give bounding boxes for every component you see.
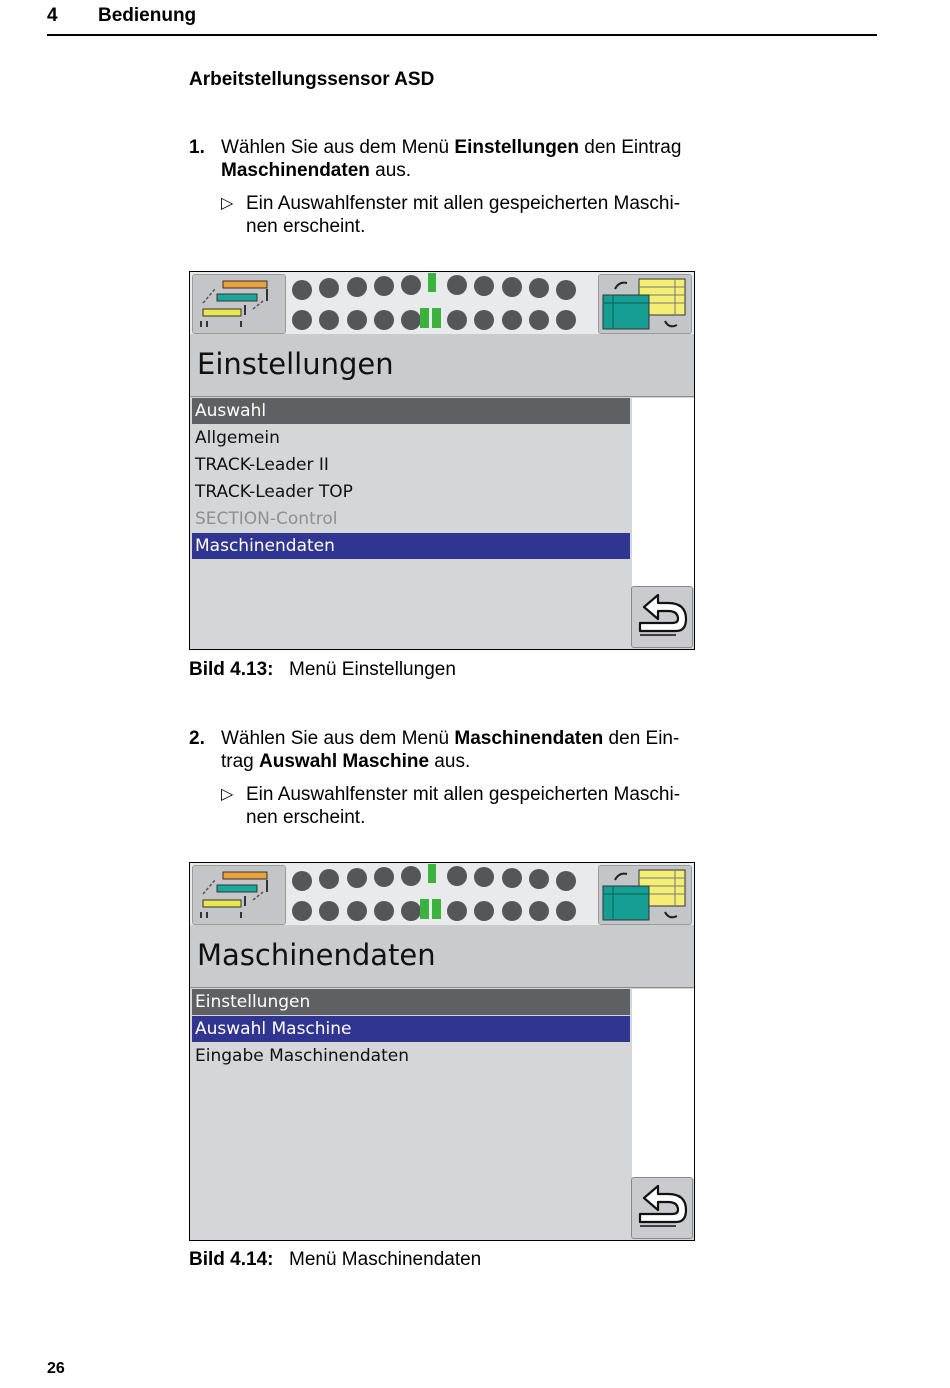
menu-item-track-leader-ii[interactable]: TRACK-Leader II xyxy=(195,455,329,475)
result-text: Ein Auswahlfenster mit allen gespeicherten Maschi-nen erscheint. xyxy=(246,193,681,237)
back-button[interactable] xyxy=(631,1177,693,1239)
caption-label: Bild 4.13: xyxy=(189,659,274,680)
menu-item-section-control: SECTION-Control xyxy=(195,509,338,529)
switch-view-icon[interactable] xyxy=(598,274,692,334)
page-number: 26 xyxy=(47,1360,65,1377)
step-number: 1. xyxy=(189,137,205,158)
menu-header: Auswahl xyxy=(192,398,630,424)
result-text: Ein Auswahlfenster mit allen gespeicherten Maschi-nen erscheint. xyxy=(246,784,681,828)
menu-header: Einstellungen xyxy=(192,989,630,1015)
result-triangle-icon: ▷ xyxy=(221,195,234,212)
menu-item-maschinendaten[interactable]: Maschinendaten xyxy=(192,533,630,559)
status-bar xyxy=(190,272,694,334)
menu-side-panel xyxy=(632,989,694,1179)
menu-item-eingabe-maschinendaten[interactable]: Eingabe Maschinendaten xyxy=(195,1046,410,1066)
chapter-title: Bedienung xyxy=(98,5,197,26)
menu-list xyxy=(192,398,630,648)
back-arrow-icon xyxy=(632,587,692,647)
step-text: Wählen Sie aus dem Menü Einstellungen den Eintrag Maschinendaten aus. xyxy=(221,137,682,181)
figure-caption xyxy=(189,1249,481,1271)
screen-title-bar xyxy=(190,334,694,397)
screen-title: Einstellungen xyxy=(197,347,394,381)
status-indicators xyxy=(292,278,592,330)
back-arrow-icon xyxy=(632,1178,692,1238)
menu-item-allgemein[interactable]: Allgemein xyxy=(195,428,280,448)
terminal-screen xyxy=(189,862,695,1241)
switch-view-icon[interactable] xyxy=(598,865,692,925)
menu-side-panel xyxy=(632,398,694,588)
terminal-screen xyxy=(189,271,695,650)
caption-label: Bild 4.14: xyxy=(189,1249,274,1270)
step-text: Wählen Sie aus dem Menü Maschinendaten den Ein-trag Auswahl Maschine aus. xyxy=(221,728,680,772)
menu-list xyxy=(192,989,630,1239)
figure-caption xyxy=(189,659,456,681)
page-header xyxy=(47,2,877,36)
status-indicators xyxy=(292,869,592,921)
screen-title-bar xyxy=(190,925,694,988)
machine-settings-icon[interactable] xyxy=(192,865,286,925)
section-title: Arbeitstellungssensor ASD xyxy=(189,69,435,90)
machine-settings-icon[interactable] xyxy=(192,274,286,334)
caption-text: Menü Einstellungen xyxy=(289,659,456,680)
menu-item-track-leader-top[interactable]: TRACK-Leader TOP xyxy=(195,482,353,502)
chapter-number: 4 xyxy=(47,5,58,26)
status-bar xyxy=(190,863,694,925)
result-triangle-icon: ▷ xyxy=(221,786,234,803)
back-button[interactable] xyxy=(631,586,693,648)
caption-text: Menü Maschinendaten xyxy=(289,1249,482,1270)
screen-title: Maschinendaten xyxy=(197,938,436,972)
step-number: 2. xyxy=(189,728,205,749)
menu-item-auswahl-maschine[interactable]: Auswahl Maschine xyxy=(192,1016,630,1042)
